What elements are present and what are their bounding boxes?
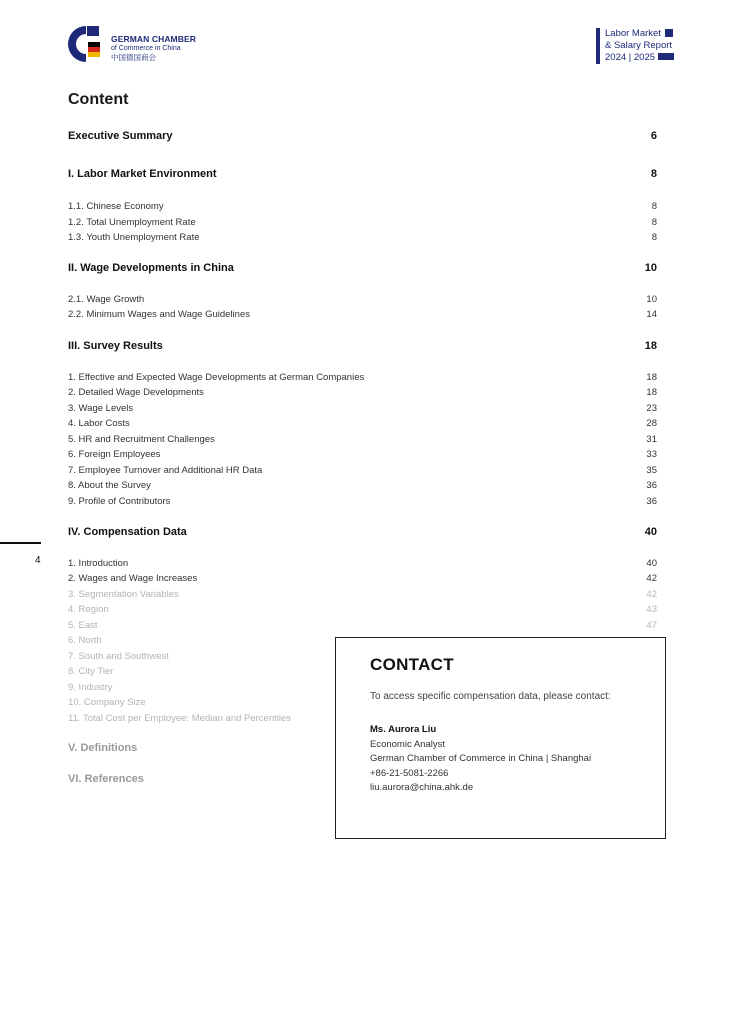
toc-executive-summary[interactable]	[68, 130, 657, 142]
toc-page: 31	[646, 434, 657, 445]
toc-item[interactable]	[68, 372, 657, 383]
toc-label: 11. Total Cost per Employee: Median and Percentiles	[68, 713, 292, 724]
toc-label: 1. Effective and Expected Wage Developments at German Companies	[68, 372, 365, 383]
toc-label: 4. Region	[68, 604, 109, 615]
toc-label: II. Wage Developments in China	[68, 262, 234, 274]
report-tag-line1: Labor Market	[605, 28, 661, 39]
toc-label: 5. HR and Recruitment Challenges	[68, 434, 215, 445]
contact-title: CONTACT	[370, 655, 454, 674]
toc-label: 6. North	[68, 635, 102, 646]
toc-label: 9. Industry	[68, 682, 113, 693]
chamber-logo-mark-icon	[66, 24, 106, 64]
toc-label: VI. References	[68, 773, 144, 785]
contact-role: Economic Analyst	[370, 738, 445, 750]
toc-section-4[interactable]	[68, 526, 657, 538]
page-title: Content	[68, 91, 129, 108]
toc-item[interactable]	[68, 217, 657, 228]
square-icon	[665, 29, 673, 37]
toc-item[interactable]	[68, 449, 657, 460]
contact-name: Ms. Aurora Liu	[370, 724, 437, 735]
toc-item[interactable]	[68, 573, 657, 584]
report-tag	[596, 28, 676, 64]
chamber-logo-text	[111, 34, 196, 63]
toc-item[interactable]	[68, 418, 657, 429]
toc-page: 23	[646, 403, 657, 414]
contact-org: German Chamber of Commerce in China | Shanghai	[370, 753, 592, 764]
toc-page: 42	[646, 573, 657, 584]
toc-item[interactable]	[68, 434, 657, 445]
toc-label: 10. Company Size	[68, 697, 146, 708]
toc-label: 7. South and Southwest	[68, 651, 169, 662]
toc-label: 2. Detailed Wage Developments	[68, 387, 204, 398]
toc-page: 18	[646, 372, 657, 383]
toc-page: 36	[646, 496, 657, 507]
toc-page: 8	[650, 168, 657, 180]
toc-page: 43	[646, 604, 657, 615]
side-rule	[0, 542, 41, 544]
toc-item[interactable]	[68, 480, 657, 491]
toc-label: 2. Wages and Wage Increases	[68, 573, 198, 584]
toc-item[interactable]	[68, 604, 657, 615]
toc-label: 5. East	[68, 620, 98, 631]
toc-label: 2.2. Minimum Wages and Wage Guidelines	[68, 309, 250, 320]
report-tag-line2: & Salary Report	[605, 40, 673, 51]
toc-label: 1. Introduction	[68, 558, 129, 569]
toc-label: 1.2. Total Unemployment Rate	[68, 217, 196, 228]
contact-box	[335, 637, 666, 839]
toc-page: 42	[646, 589, 657, 600]
contact-intro: To access specific compensation data, please contact:	[370, 691, 611, 702]
toc-item[interactable]	[68, 589, 657, 600]
toc-label: 8. City Tier	[68, 666, 114, 677]
toc-item[interactable]	[68, 620, 657, 631]
toc-page: 8	[651, 217, 657, 228]
toc-page: 10	[644, 262, 657, 274]
toc-label: 8. About the Survey	[68, 480, 151, 491]
report-tag-line3: 2024 | 2025	[605, 52, 656, 63]
toc-item[interactable]	[68, 465, 657, 476]
toc-page: 14	[646, 309, 657, 320]
contact-details	[370, 723, 591, 796]
toc-page: 47	[646, 620, 657, 631]
toc-label: IV. Compensation Data	[68, 526, 187, 538]
toc-label: 2.1. Wage Growth	[68, 294, 145, 305]
toc-label: 4. Labor Costs	[68, 418, 130, 429]
toc-item[interactable]	[68, 387, 657, 398]
toc-label: 1.1. Chinese Economy	[68, 201, 164, 212]
toc-item[interactable]	[68, 496, 657, 507]
page-number: 4	[35, 555, 41, 566]
toc-page: 6	[650, 130, 657, 142]
toc-page: 40	[644, 526, 657, 538]
toc-item[interactable]	[68, 294, 657, 305]
toc-label: III. Survey Results	[68, 340, 163, 352]
toc-page: 40	[646, 558, 657, 569]
toc-label: I. Labor Market Environment	[68, 168, 217, 180]
toc-page: 8	[651, 232, 657, 243]
contact-email[interactable]: liu.aurora@china.ahk.de	[370, 782, 474, 793]
logo-sub-line: of Commerce in China	[111, 45, 181, 52]
toc-page: 18	[646, 387, 657, 398]
toc-label: 1.3. Youth Unemployment Rate	[68, 232, 200, 243]
toc-label: V. Definitions	[68, 742, 138, 754]
toc-label: 3. Segmentation Variables	[68, 589, 179, 600]
toc-label: Executive Summary	[68, 130, 173, 142]
chamber-logo	[66, 24, 216, 66]
contact-phone[interactable]: +86-21-5081-2266	[370, 767, 449, 779]
toc-label: 3. Wage Levels	[68, 403, 134, 414]
toc-item[interactable]	[68, 232, 657, 243]
toc-section-1[interactable]	[68, 168, 657, 180]
toc-page: 35	[646, 465, 657, 476]
toc-page: 33	[646, 449, 657, 460]
logo-name-line: GERMAN CHAMBER	[111, 34, 196, 44]
toc-item[interactable]	[68, 403, 657, 414]
toc-label: 6. Foreign Employees	[68, 449, 161, 460]
toc-page: 10	[646, 294, 657, 305]
toc-item[interactable]	[68, 558, 657, 569]
toc-item[interactable]	[68, 201, 657, 212]
toc-page: 8	[651, 201, 657, 212]
toc-page: 28	[646, 418, 657, 429]
logo-chinese-line: 中国德国商会	[111, 53, 156, 62]
toc-label: 7. Employee Turnover and Additional HR Data	[68, 465, 263, 476]
toc-page: 18	[644, 340, 657, 352]
toc-page: 36	[646, 480, 657, 491]
toc-label: 9. Profile of Contributors	[68, 496, 171, 507]
toc-item[interactable]	[68, 309, 657, 320]
toc-section-2[interactable]	[68, 262, 657, 274]
bar-icon	[658, 53, 674, 60]
toc-section-3[interactable]	[68, 340, 657, 352]
